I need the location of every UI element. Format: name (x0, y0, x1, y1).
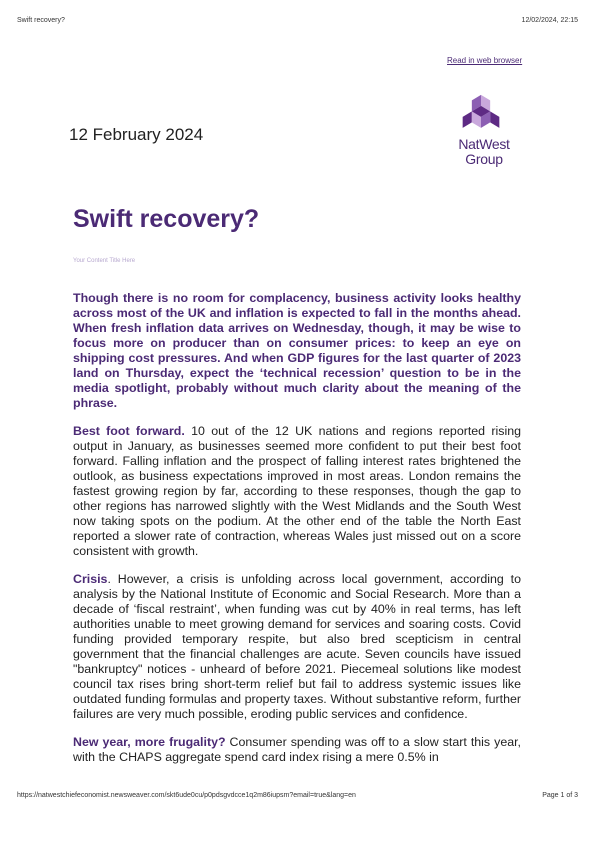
print-footer-page-number: Page 1 of 3 (542, 792, 578, 799)
print-header-datetime: 12/02/2024, 22:15 (521, 17, 578, 24)
newsletter-date: 12 February 2024 (69, 125, 204, 144)
newsletter-body (73, 291, 521, 778)
section-best-foot-forward (73, 424, 521, 559)
logo-wordmark-line2: Group (465, 151, 503, 167)
section-lead: Best foot forward. (73, 424, 185, 438)
section-body: 10 out of the 12 UK nations and regions reported rising output in January, as businesses seemed more confident to put their best foot forward. Falling inflation and the prospect of falling interest rates brightened the outlook, as business expectations improved in most areas. London remains the fastest growing region by far, according to these responses, though the gap to other regions has narrowed slightly with the West Midlands and the South West now taking spots on the podium. At the other end of the table the North East reported a slower rate of contraction, whereas Wales just missed out on a score consistent with growth. (73, 424, 521, 558)
content-title-placeholder: Your Content Title Here (73, 258, 136, 264)
natwest-cubes-icon (459, 93, 503, 137)
section-lead: New year, more frugality? (73, 735, 226, 749)
section-lead: Crisis (73, 572, 108, 586)
section-body: Consumer spending was off to a slow start this year, with the CHAPS aggregate spend card index rising a mere 0.5% in (73, 735, 521, 764)
newsletter-title: Swift recovery? (73, 205, 260, 233)
print-header-title: Swift recovery? (17, 17, 65, 24)
logo-wordmark-line1: NatWest (458, 136, 510, 152)
section-crisis (73, 572, 521, 722)
section-new-year-frugality (73, 735, 521, 765)
intro-paragraph: Though there is no room for complacency, business activity looks healthy across most of the UK and inflation is expected to fall in the months ahead. When fresh inflation data arrives on Wednesday, though, it may be wise to focus more on producer than on consumer prices: to keep an eye on shipping cost pressures. And when GDP figures for the last quarter of 2023 land on Thursday, expect the ‘technical recession’ question to be in the media spotlight, probably without much clarity about the meaning of the phrase. (73, 291, 521, 410)
read-in-browser-link[interactable]: Read in web browser (447, 56, 523, 65)
section-body: . However, a crisis is unfolding across local government, according to analysis by the National Institute of Economic and Social Research. More than a decade of ‘fiscal restraint’, when funding was cut by 40% in real terms, has left authorities unable to meet growing demand for services and soaring costs. Covid funding provided temporary respite, but also bred scepticism in central government that the financial challenges are acute. Seven councils have issued "bankruptcy" notices - unheard of before 2021. Piecemeal solutions like modest council tax rises bring short-term relief but fail to address systemic issues like outdated funding formulas and property taxes. Without substantive reform, further failures are very much possible, eroding public services and confidence. (73, 572, 521, 721)
natwest-group-logo[interactable] (456, 93, 514, 167)
print-footer-url: https://natwestchiefeconomist.newsweaver.com/skt6ude0cu/p0pdsgvdcce1q2m86iupsm?email=true&lang=en (17, 792, 356, 799)
